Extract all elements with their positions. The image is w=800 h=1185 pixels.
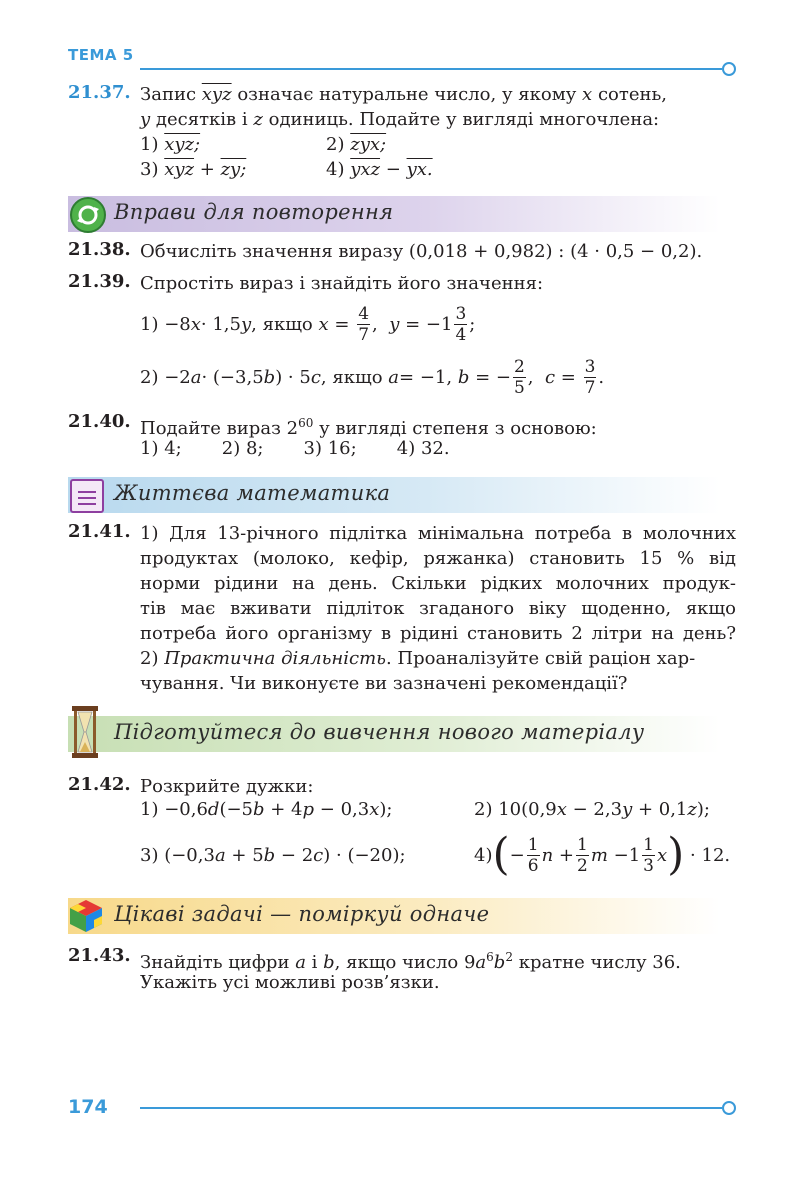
section-banner-interesting: [68, 898, 720, 934]
problem-21-39-text: Спростіть вираз і знайдіть його значення:: [140, 273, 544, 294]
problem-number-21-38: 21.38.: [68, 239, 131, 260]
problem-21-40-text: Подайте вираз $2^{60}$ у вигляді степеня з основою:: [140, 416, 597, 439]
problem-21-42-text: Розкрийте дужки:: [140, 776, 314, 797]
problem-number-21-43: 21.43.: [68, 945, 131, 966]
problem-number-21-41: 21.41.: [68, 521, 131, 542]
problem-21-37-line1: Запис $\overline{xyz}$ означає натуральне число, у якому x сотень,: [140, 84, 667, 105]
puzzle-cube-icon: [68, 898, 104, 934]
fraction: $\frac{1}{3}$: [643, 834, 654, 876]
fraction: $\frac{1}{2}$: [576, 834, 588, 876]
problem-number-21-39: 21.39.: [68, 271, 131, 292]
problem-21-43-line2: Укажіть усі можливі розв’язки.: [140, 972, 440, 993]
section-banner-review: [68, 196, 720, 232]
problem-21-38-text: Обчисліть значення виразу (0,018 + 0,982) : (4 · 0,5 − 0,2).: [140, 241, 703, 262]
hourglass-icon: [72, 706, 98, 758]
problem-number-21-40: 21.40.: [68, 411, 131, 432]
fraction: $\frac{3}{7}$: [584, 356, 596, 398]
problem-number-21-42: 21.42.: [68, 774, 131, 795]
recycle-arrows-icon: [70, 197, 106, 233]
problem-21-41-line: чування. Чи виконуєте ви зазначені рекомендації?: [140, 673, 628, 694]
problem-21-39-part-1: 1) −8 x · 1,5 y , якщо x = $\frac{4}{7}$ , y = −1 $\frac{3}{4}$ ;: [140, 303, 476, 345]
section-banner-label: Вправи для повторення: [114, 200, 394, 224]
problem-21-41-line: 1) Для 13-річного підлітка мінімальна потреба в молочних: [140, 523, 736, 544]
problem-number-21-37: 21.37.: [68, 82, 131, 103]
problem-21-42-option-2: 2) 10(0,9x − 2,3y + 0,1z);: [474, 799, 710, 820]
problem-21-39-part-2: 2) −2 a · (−3,5 b ) · 5 c , якщо a = −1, b = − $\frac{2}{5}$ , c = $\frac{3}{7}$ .: [140, 356, 605, 398]
problem-21-37-option-1: 1) xyz;: [140, 134, 201, 155]
problem-21-41-line: норми рідини на день. Скільки рідких молочних продук-: [140, 573, 736, 594]
problem-21-41-line: продуктах (молоко, кефір, ряжанка) становить 15 % від: [140, 548, 736, 569]
page-number: 174: [68, 1096, 108, 1118]
header-rule: [140, 68, 722, 70]
footer-rule-dot: [722, 1101, 736, 1115]
problem-21-37-option-3: 3) $\overline{xyz}$ + zy;: [140, 159, 247, 180]
section-banner-label: Цікаві задачі — поміркуй одначе: [114, 902, 490, 926]
problem-21-37-option-2: 2) zyx;: [326, 134, 387, 155]
topic-header: ТЕМА 5: [68, 46, 134, 64]
problem-21-42-option-1: 1) −0,6d(−5b + 4p − 0,3x);: [140, 799, 393, 820]
section-banner-label: Життєва математика: [114, 481, 391, 505]
problem-21-41-line: тів має вживати підліток згаданого віку щоденно, якщо: [140, 598, 736, 619]
footer-rule: [140, 1107, 722, 1109]
notepad-icon: [70, 479, 104, 513]
problem-21-37-option-4: 4) $\overline{yxz}$ − yx.: [326, 159, 433, 180]
problem-21-42-option-3: 3) (−0,3a + 5b − 2c) · (−20);: [140, 845, 406, 866]
fraction: $\frac{4}{7}$: [358, 303, 370, 345]
problem-21-40-options: 1) 4; 2) 8; 3) 16; 4) 32.: [140, 438, 450, 459]
problem-21-42-option-4: 4) ( − $\frac{1}{6}$ n + $\frac{1}{2}$ m − 1 $\frac{1}{3}$ x ) · 12.: [474, 829, 731, 880]
section-banner-label: Підготуйтеся до вивчення нового матеріалу: [114, 720, 645, 744]
fraction: $\frac{1}{6}$: [527, 834, 539, 876]
problem-21-43-line1: Знайдіть цифри a і b, якщо число $9a^6b^2$ кратне числу 36.: [140, 950, 681, 973]
problem-21-37-line2: y десятків і z одиниць. Подайте у вигляді многочлена:: [140, 109, 660, 130]
section-banner-prepare: [68, 716, 720, 752]
problem-21-41-line: 2) Практична діяльність. Проаналізуйте свій раціон хар-: [140, 648, 696, 669]
fraction: $\frac{3}{4}$: [455, 303, 467, 345]
header-rule-dot: [722, 62, 736, 76]
section-banner-life-math: [68, 477, 720, 513]
fraction: $\frac{2}{5}$: [513, 356, 525, 398]
problem-21-41-line: потреба його організму в рідині становить 2 літри на день?: [140, 623, 736, 644]
